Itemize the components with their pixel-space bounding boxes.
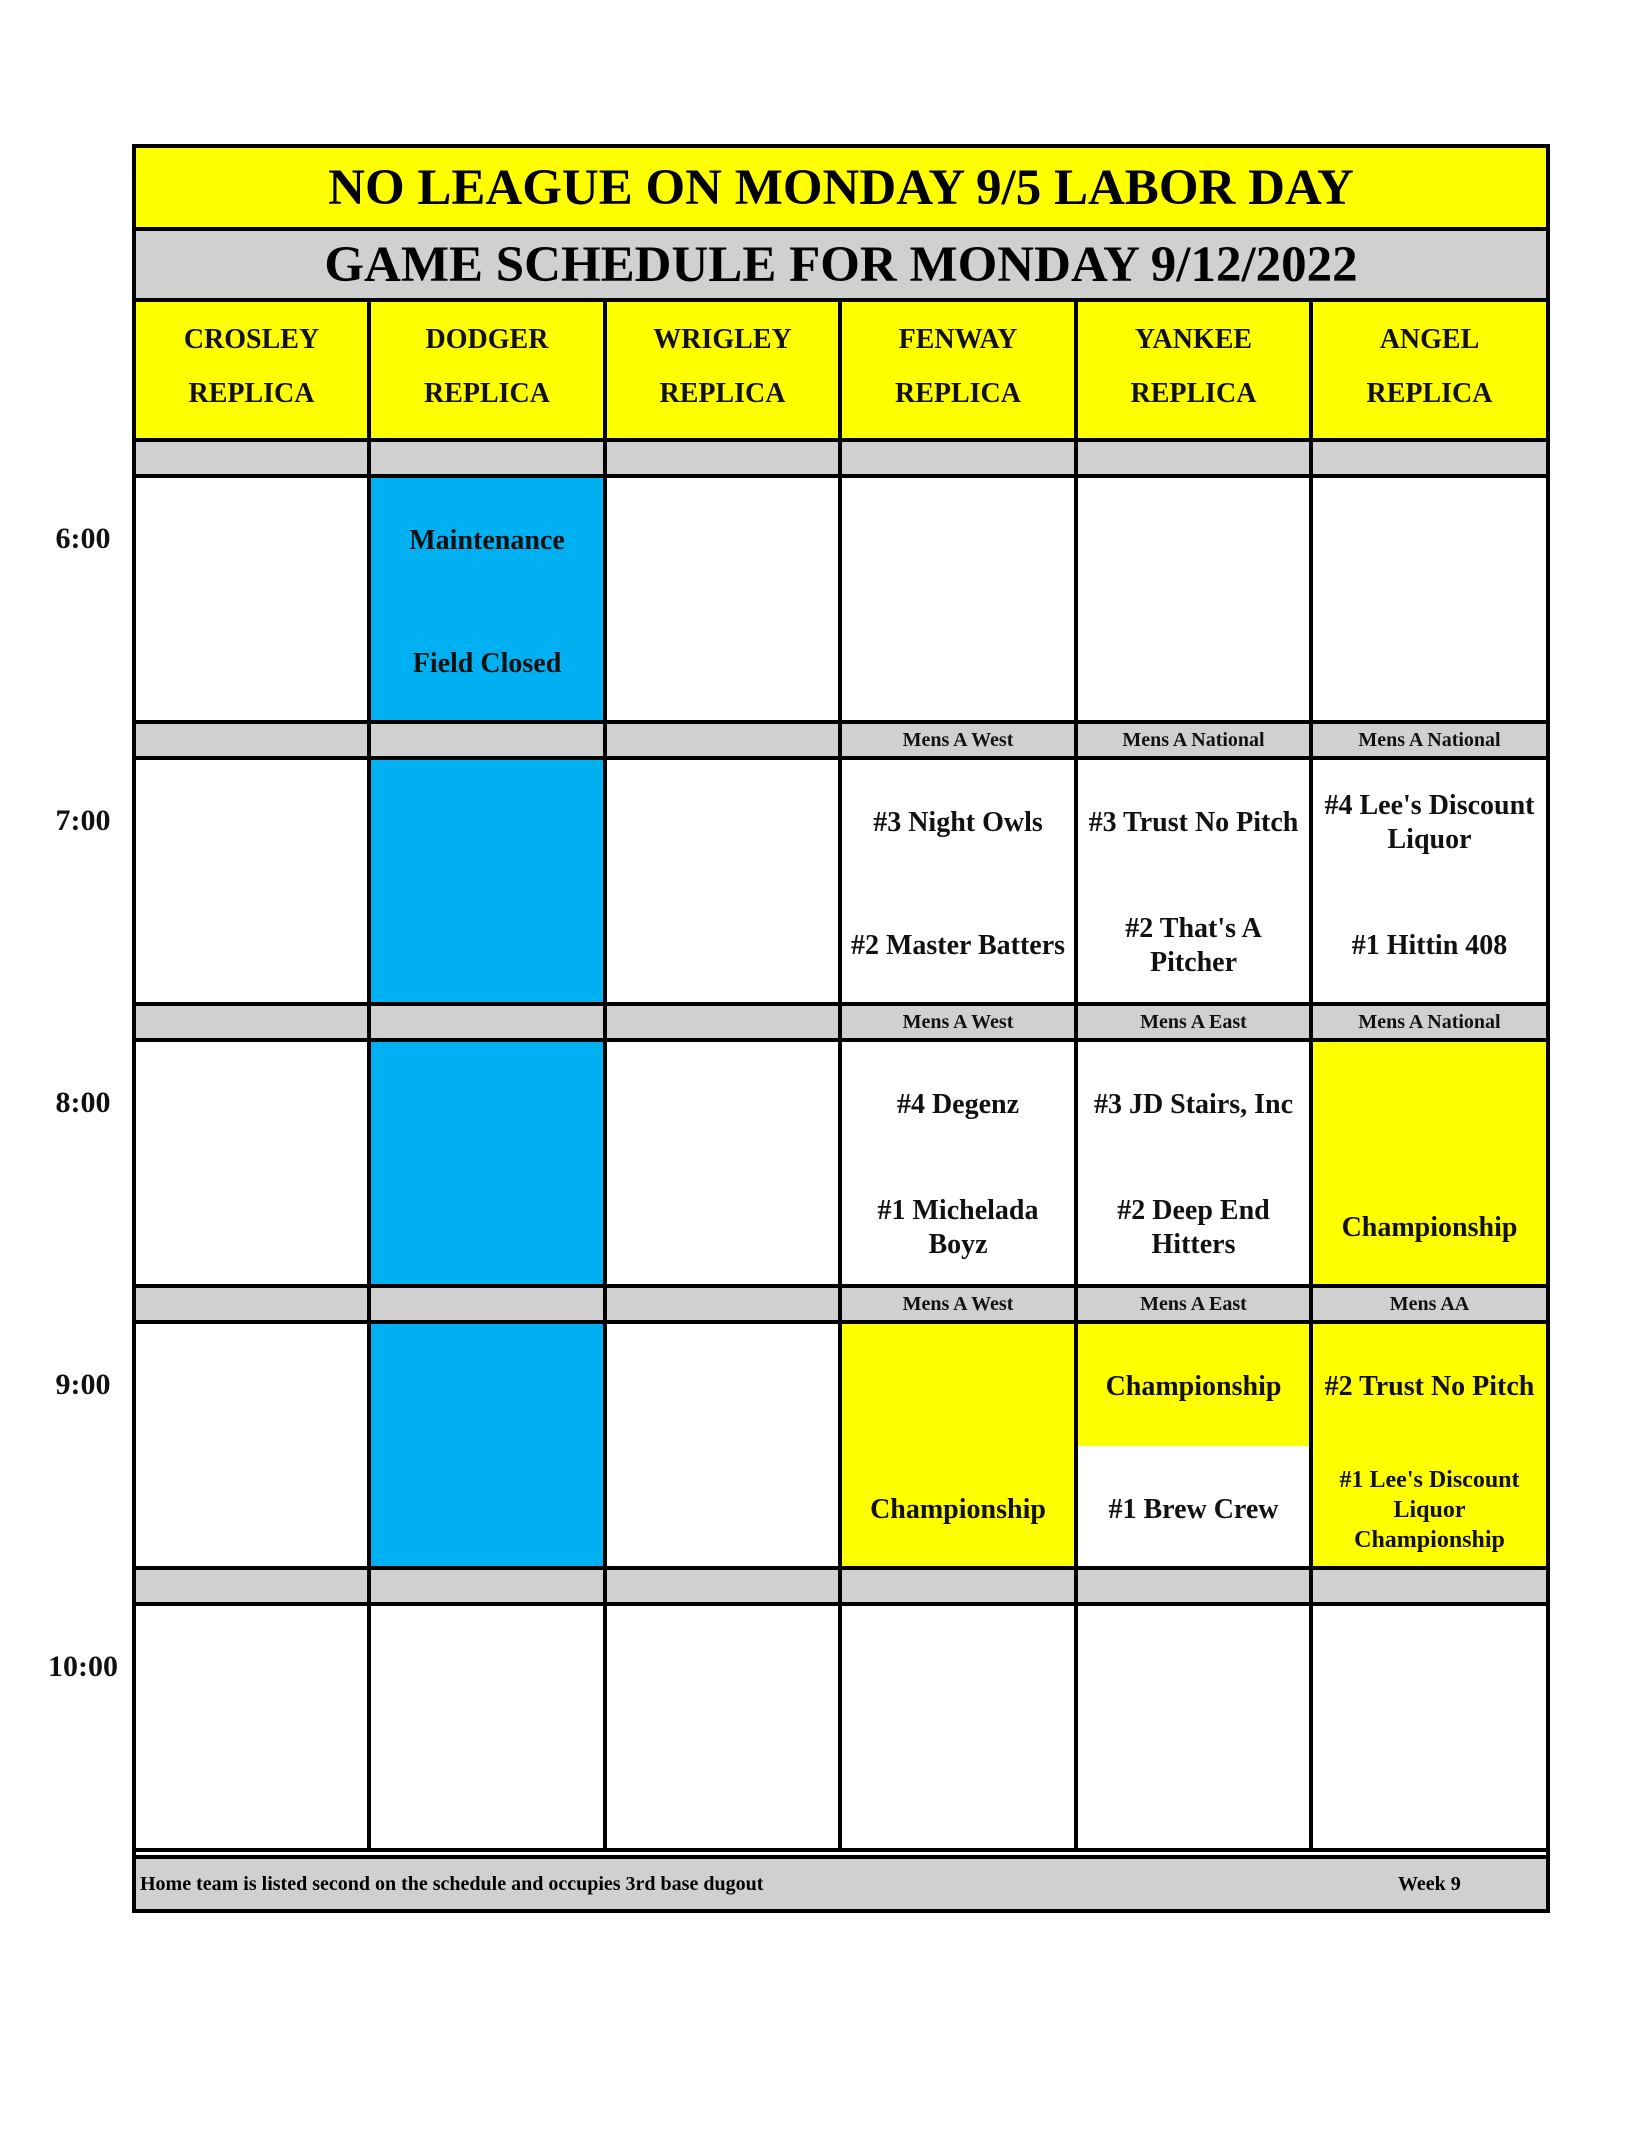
labor-day-notice: NO LEAGUE ON MONDAY 9/5 LABOR DAY [136, 148, 1546, 231]
field-name: FENWAY [898, 324, 1018, 355]
division-label [1078, 442, 1313, 478]
division-label [607, 442, 842, 478]
maintenance-cell [371, 1042, 607, 1288]
division-label: Mens A National [1313, 724, 1546, 760]
team-top: #3 Night Owls [873, 807, 1043, 838]
game-cell [1313, 1606, 1546, 1852]
championship-label: Championship [870, 1494, 1046, 1525]
division-label: Mens A West [842, 1006, 1078, 1042]
division-label [136, 1288, 371, 1324]
team-top: #3 Trust No Pitch [1088, 807, 1299, 838]
championship-label: Championship [1341, 1212, 1518, 1243]
team-bottom: #2 That's A Pitcher [1125, 913, 1262, 978]
game-cell [842, 760, 1078, 1006]
time-label: 9:00 [55, 1368, 111, 1401]
game-cell [1078, 478, 1313, 724]
division-label [1078, 1570, 1313, 1606]
field-name: CROSLEY [183, 324, 320, 355]
division-label: Mens A West [842, 1288, 1078, 1324]
team-bottom: #1 Brew Crew [1108, 1494, 1279, 1525]
field-closed-label: Field Closed [412, 648, 562, 679]
championship-cell [1313, 1042, 1546, 1288]
game-cell [136, 1606, 371, 1852]
game-cell [136, 760, 371, 1006]
division-label [1313, 1570, 1546, 1606]
field-header-fenway [842, 302, 1078, 442]
team-top: #2 Trust No Pitch [1324, 1371, 1535, 1402]
division-label: Mens A West [842, 724, 1078, 760]
field-header-crosley [136, 302, 371, 442]
time-label: 7:00 [55, 804, 111, 837]
maintenance-cell [371, 760, 607, 1006]
game-cell [607, 760, 842, 1006]
field-sub: REPLICA [188, 378, 315, 409]
footer-note: Home team is listed second on the schedule and occupies 3rd base dugout [140, 1873, 764, 1895]
division-label [842, 442, 1078, 478]
division-label [371, 1570, 607, 1606]
game-cell [607, 1606, 842, 1852]
week-label: Week 9 [1398, 1873, 1461, 1895]
division-label [607, 1288, 842, 1324]
schedule-table [132, 144, 1550, 1913]
schedule-title: GAME SCHEDULE FOR MONDAY 9/12/2022 [136, 231, 1546, 302]
team-bottom: #1 Michelada Boyz [877, 1195, 1039, 1260]
division-label [607, 1006, 842, 1042]
game-cell [607, 478, 842, 724]
division-label [136, 1570, 371, 1606]
field-sub: REPLICA [1130, 378, 1257, 409]
time-label: 8:00 [55, 1086, 111, 1119]
team-bottom: #2 Master Batters [850, 930, 1066, 961]
game-cell [1313, 760, 1546, 1006]
time-label: 6:00 [55, 522, 111, 555]
division-label: Mens A National [1313, 1006, 1546, 1042]
team-bottom: #1 Hittin 408 [1351, 930, 1508, 961]
team-bottom: #1 Lee's Discount Liquor Championship [1339, 1467, 1520, 1553]
team-top: #3 JD Stairs, Inc [1093, 1089, 1294, 1120]
maintenance-cell [371, 478, 607, 724]
division-label [371, 1006, 607, 1042]
team-top: #4 Lee's Discount Liquor [1324, 790, 1535, 855]
division-label: Mens A National [1078, 724, 1313, 760]
game-cell [607, 1324, 842, 1570]
field-name: ANGEL [1379, 324, 1480, 355]
footer [136, 1859, 1546, 1909]
game-cell [1078, 1042, 1313, 1288]
footer-divider [136, 1852, 1546, 1859]
championship-label: Championship [1105, 1371, 1282, 1402]
field-name: YANKEE [1134, 324, 1253, 355]
division-label [1313, 442, 1546, 478]
field-name: WRIGLEY [653, 324, 792, 355]
field-header-angel [1313, 302, 1546, 442]
division-label: Mens AA [1313, 1288, 1546, 1324]
division-label [136, 442, 371, 478]
game-cell [842, 1606, 1078, 1852]
game-cell [842, 1042, 1078, 1288]
field-name: DODGER [425, 324, 549, 355]
division-label [371, 1288, 607, 1324]
field-sub: REPLICA [1366, 378, 1493, 409]
division-label: Mens A East [1078, 1288, 1313, 1324]
game-cell [1078, 760, 1313, 1006]
field-header-dodger [371, 302, 607, 442]
maintenance-label: Maintenance [409, 525, 565, 556]
division-label [607, 1570, 842, 1606]
field-sub: REPLICA [894, 378, 1021, 409]
championship-cell [1313, 1324, 1546, 1570]
division-label: Mens A East [1078, 1006, 1313, 1042]
game-cell [136, 1042, 371, 1288]
division-label [842, 1570, 1078, 1606]
time-label: 10:00 [48, 1650, 118, 1683]
maintenance-cell [371, 1324, 607, 1570]
game-cell [1078, 1606, 1313, 1852]
championship-cell [842, 1324, 1078, 1570]
division-label [136, 1006, 371, 1042]
game-cell [1313, 478, 1546, 724]
game-cell [136, 478, 371, 724]
field-header-yankee [1078, 302, 1313, 442]
game-cell [842, 478, 1078, 724]
division-label [371, 724, 607, 760]
division-label [371, 442, 607, 478]
team-top: #4 Degenz [896, 1089, 1020, 1120]
field-header-wrigley [607, 302, 842, 442]
division-label [136, 724, 371, 760]
field-sub: REPLICA [659, 378, 786, 409]
division-label [607, 724, 842, 760]
game-cell [1078, 1324, 1313, 1570]
game-cell [136, 1324, 371, 1570]
game-cell [371, 1606, 607, 1852]
field-sub: REPLICA [423, 378, 550, 409]
team-bottom: #2 Deep End Hitters [1117, 1195, 1270, 1260]
game-cell [607, 1042, 842, 1288]
